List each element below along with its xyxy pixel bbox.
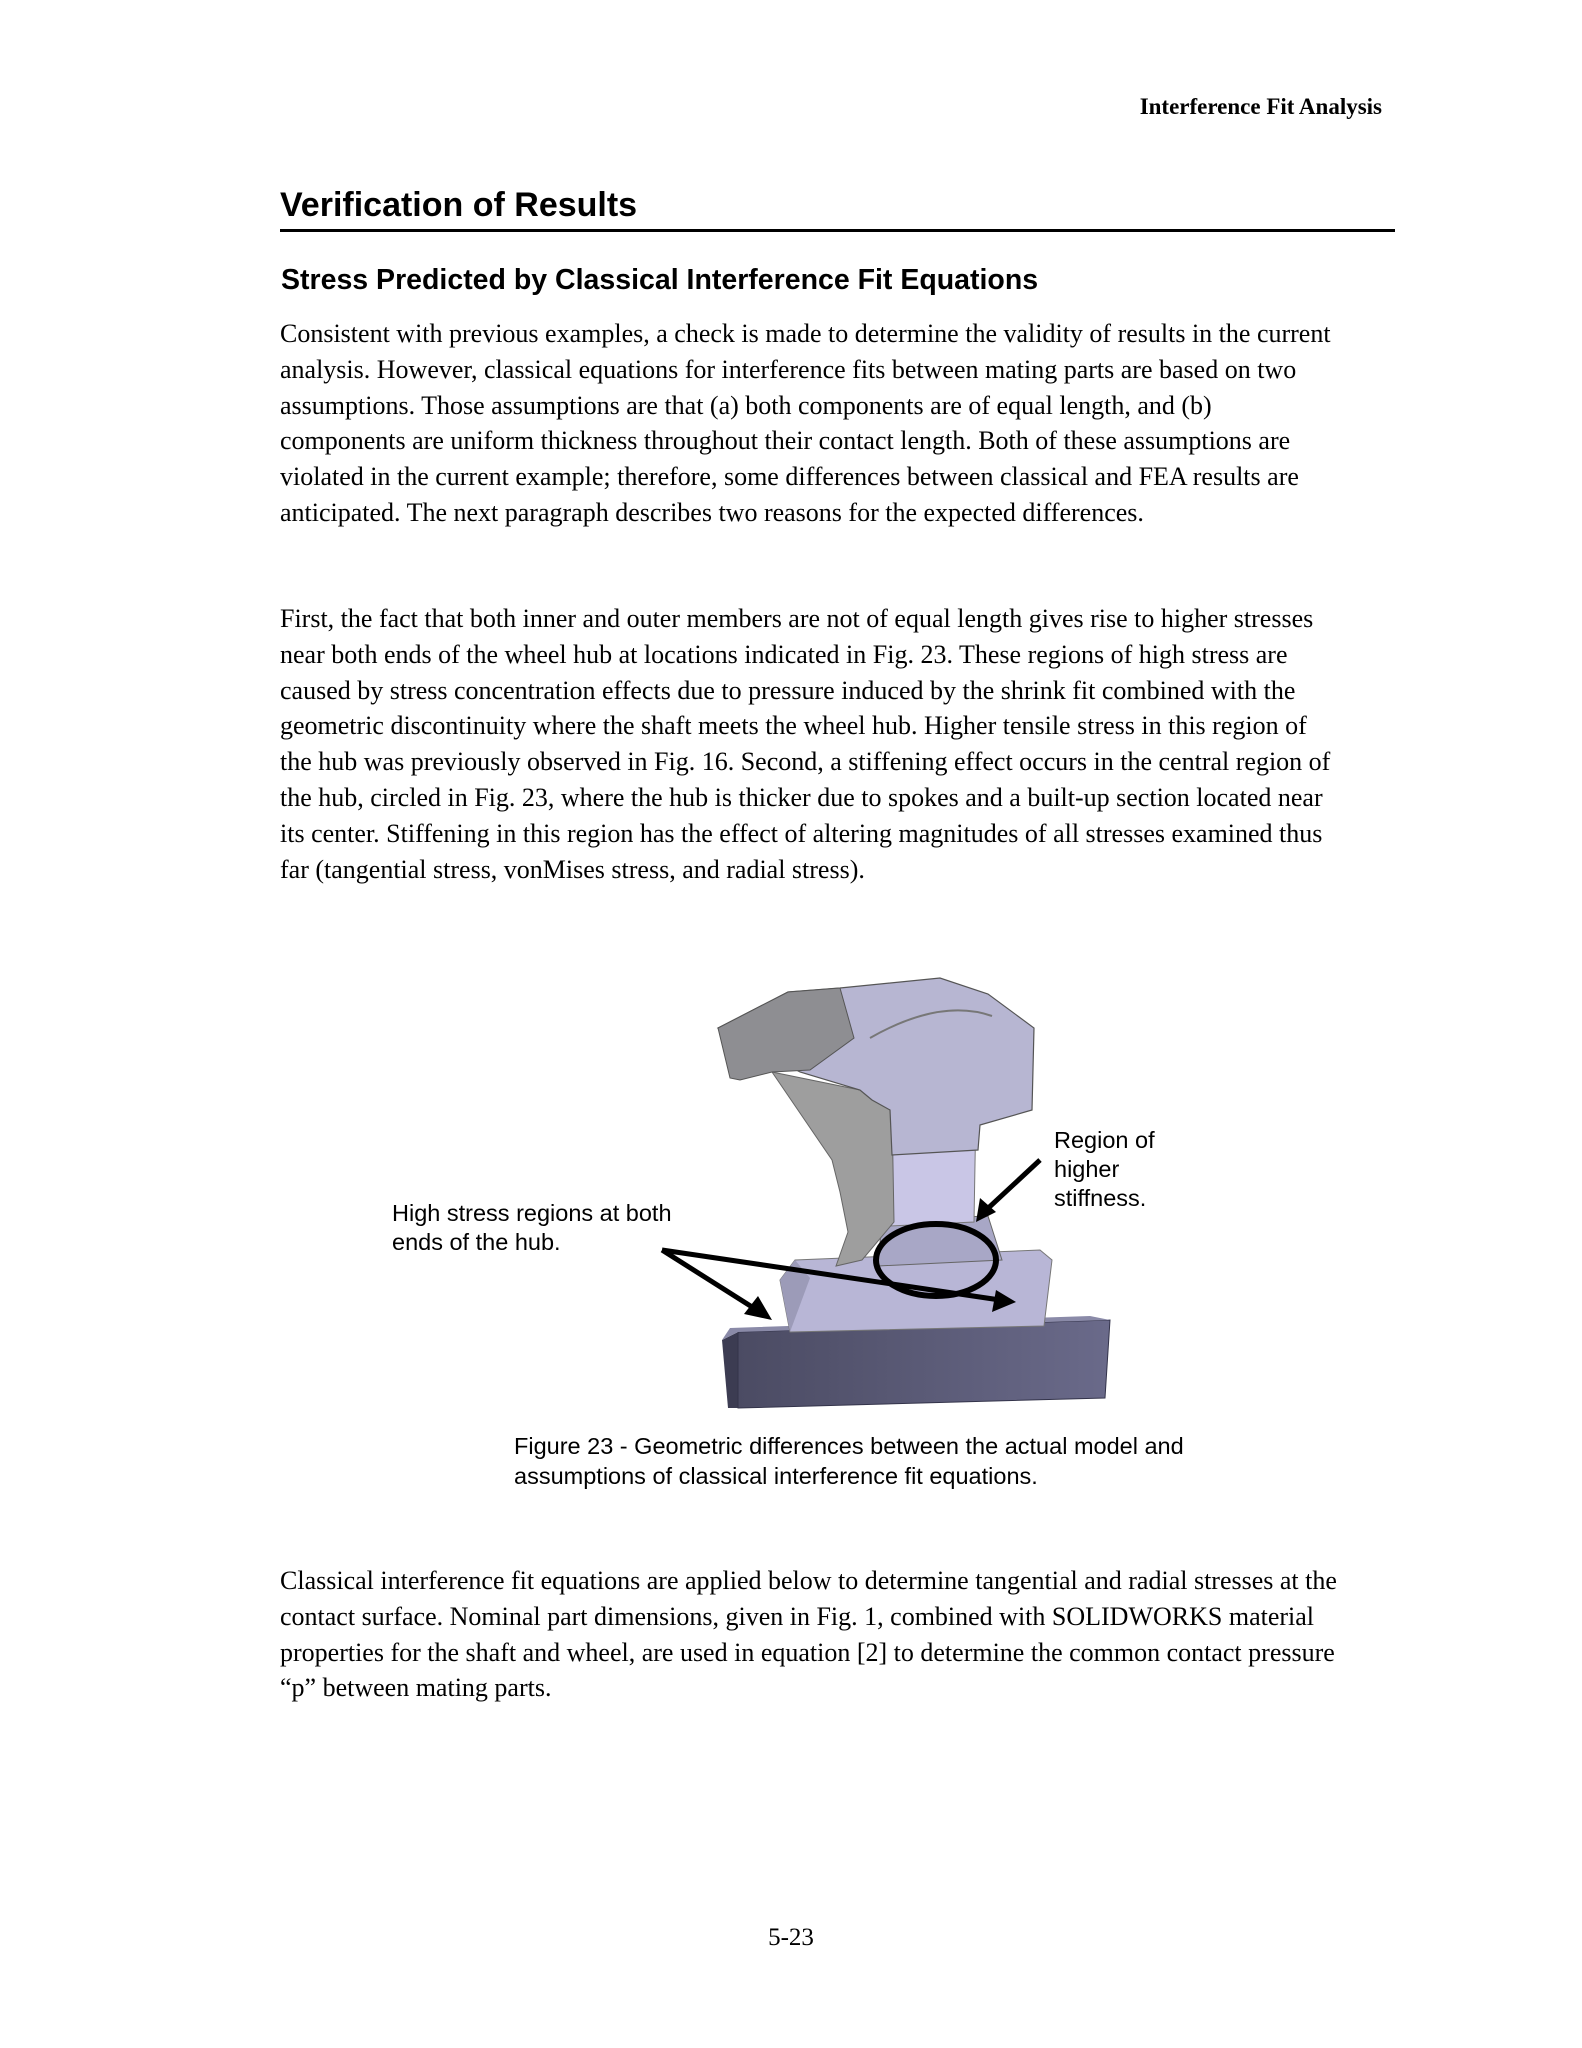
label-high-stress-regions: High stress regions at both ends of the hub. xyxy=(392,1200,672,1255)
running-header: Interference Fit Analysis xyxy=(1139,94,1382,119)
paragraph-reasons: First, the fact that both inner and outer members are not of equal length gives rise to higher stresses near both ends of the wheel hub at locations indicated in Fig. 23. These regions of high stress are caused by stress concentration effects due to pressure induced by the shrink fit combined with the geometric discontinuity where the shaft meets the wheel hub. Higher tensile stress in this region of the hub was previously observed in Fig. 16. Second, a stiffening effect occurs in the central region of the hub, circled in Fig. 23, where the hub is thicker due to spokes and a built-up section located near its center. Stiffening in this region has the effect of altering magnitudes of all stresses examined thus far (tangential stress, vonMises stress, and radial stress). xyxy=(280,604,1331,884)
shaft-base xyxy=(738,1320,1110,1408)
label-higher-stiffness: Region of higher stiffness. xyxy=(1054,1127,1155,1211)
figure-caption: Figure 23 - Geometric differences between the actual model and assumptions of classical interference fit equations. xyxy=(514,1433,1184,1489)
section-title: Verification of Results xyxy=(280,186,1395,232)
paragraph-classical-equations: Classical interference fit equations are applied below to determine tangential and radial stresses at the contact surface. Nominal part dimensions, given in Fig. 1, combined with SOLIDWORKS material properties for the shaft and wheel, are used in equation [2] to determine the common contact pressure “p” between mating parts. xyxy=(280,1566,1337,1703)
shaft-side-face xyxy=(722,1332,738,1408)
page-number: 5-23 xyxy=(768,1924,814,1951)
subsection-title: Stress Predicted by Classical Interference Fit Equations xyxy=(281,264,1039,296)
paragraph-assumptions: Consistent with previous examples, a check is made to determine the validity of results in the current analysis. However, classical equations for interference fits between mating parts are based on two assumptions. Those assumptions are that (a) both components are of equal length, and (b) components are uniform thickness throughout their contact length. Both of these assumptions are violated in the current example; therefore, some differences between classical and FEA results are anticipated. The next paragraph describes two reasons for the expected differences. xyxy=(280,319,1331,527)
arrowhead-left-end xyxy=(744,1296,772,1320)
arrow-stiffness xyxy=(984,1160,1040,1212)
